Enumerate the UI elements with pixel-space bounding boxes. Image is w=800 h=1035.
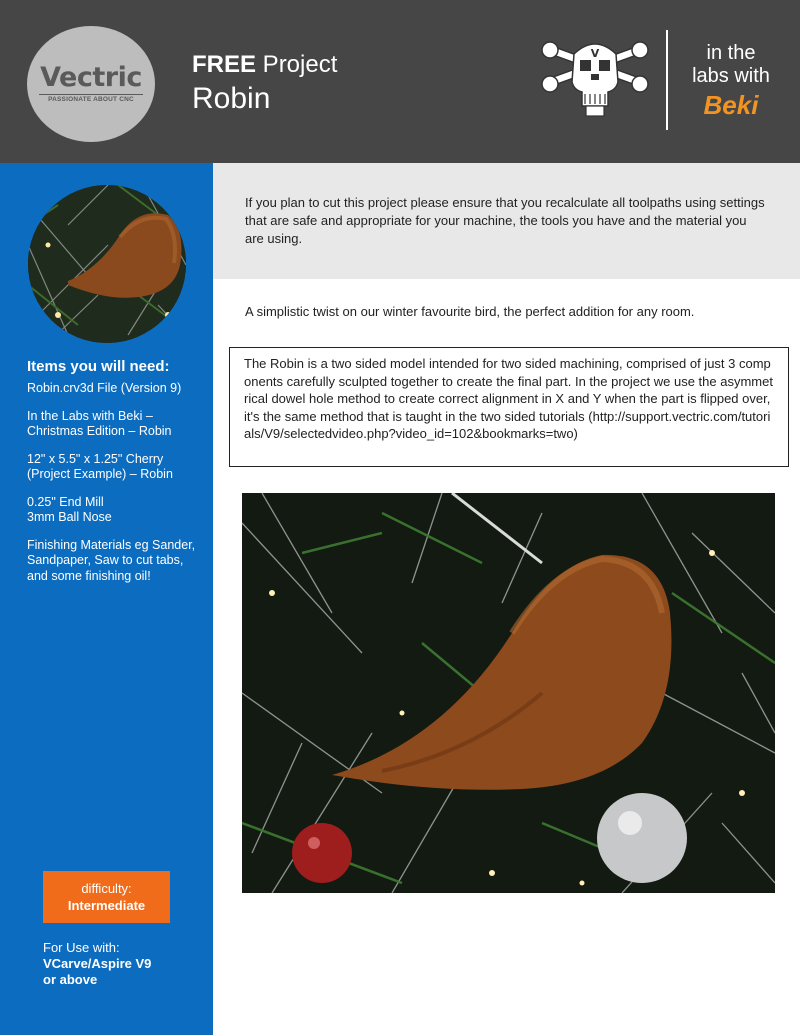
labs-line-2: labs with [692,65,770,87]
list-item: Finishing Materials eg Sander, Sandpaper, Saw to cut tabs, and some finishing oil! [27,537,196,583]
use-with-version: or above [43,972,98,987]
use-with-label: For Use with: [43,940,120,955]
list-item: In the Labs with Beki – Christmas Edition – Robin [27,408,172,438]
labs-heading [676,42,786,88]
sidebar [0,163,213,1035]
project-label-rest: Project [256,51,338,78]
safety-notice [213,163,800,279]
robin-thumbnail-drawing [28,185,186,343]
difficulty-value: Intermediate [67,898,146,913]
svg-text:V: V [590,47,600,60]
description-text: The Robin is a two sided model intended for two sided machining, comprised of just 3 components carefully sculpted together to create the final part. In the project we use the asymmetrical dowel hole method to create correct alignment in X and Y when the part is flipped over, it's the same method that is taught in the two sided tutorials (http://support.vectric.com/tutorials/V9/selectedvideo.php?video_id=102&bookmarks=two) [244,356,773,441]
use-with-software: VCarve/Aspire V9 [43,956,152,971]
intro-text: A simplistic twist on our winter favourite bird, the perfect addition for any room. [245,304,695,319]
difficulty-badge [43,871,170,923]
list-item: 12" x 5.5" x 1.25" Cherry (Project Example) – Robin [27,451,173,481]
difficulty-label: difficulty: [81,881,132,896]
robin-thumbnail-image [28,185,186,343]
robin-main-drawing [242,493,775,893]
logo-tagline: PASSIONATE ABOUT CNC [39,94,143,103]
header-divider [666,30,668,130]
vectric-logo[interactable] [27,26,155,142]
skull-wrench-icon [540,36,650,118]
robin-main-image [242,493,775,893]
items-list [27,381,202,596]
beki-name: Beki [703,90,759,120]
page-title: Robin [192,82,271,115]
description-box [229,347,789,467]
list-item: Robin.crv3d File (Version 9) [27,381,182,395]
safety-notice-text: If you plan to cut this project please ensure that you recalculate all toolpaths using settings that are safe and appropriate for your machine, the tools you have and the material you are using. [245,195,765,246]
items-heading: Items you will need: [27,358,170,375]
project-label-free: FREE [192,51,257,78]
logo-wordmark: Vectric [40,62,142,93]
project-label [192,51,337,79]
labs-line-1: in the [706,42,756,64]
header-bar [0,0,800,163]
use-with-info [43,940,203,988]
list-item: 0.25" End Mill 3mm Ball Nose [27,494,112,524]
